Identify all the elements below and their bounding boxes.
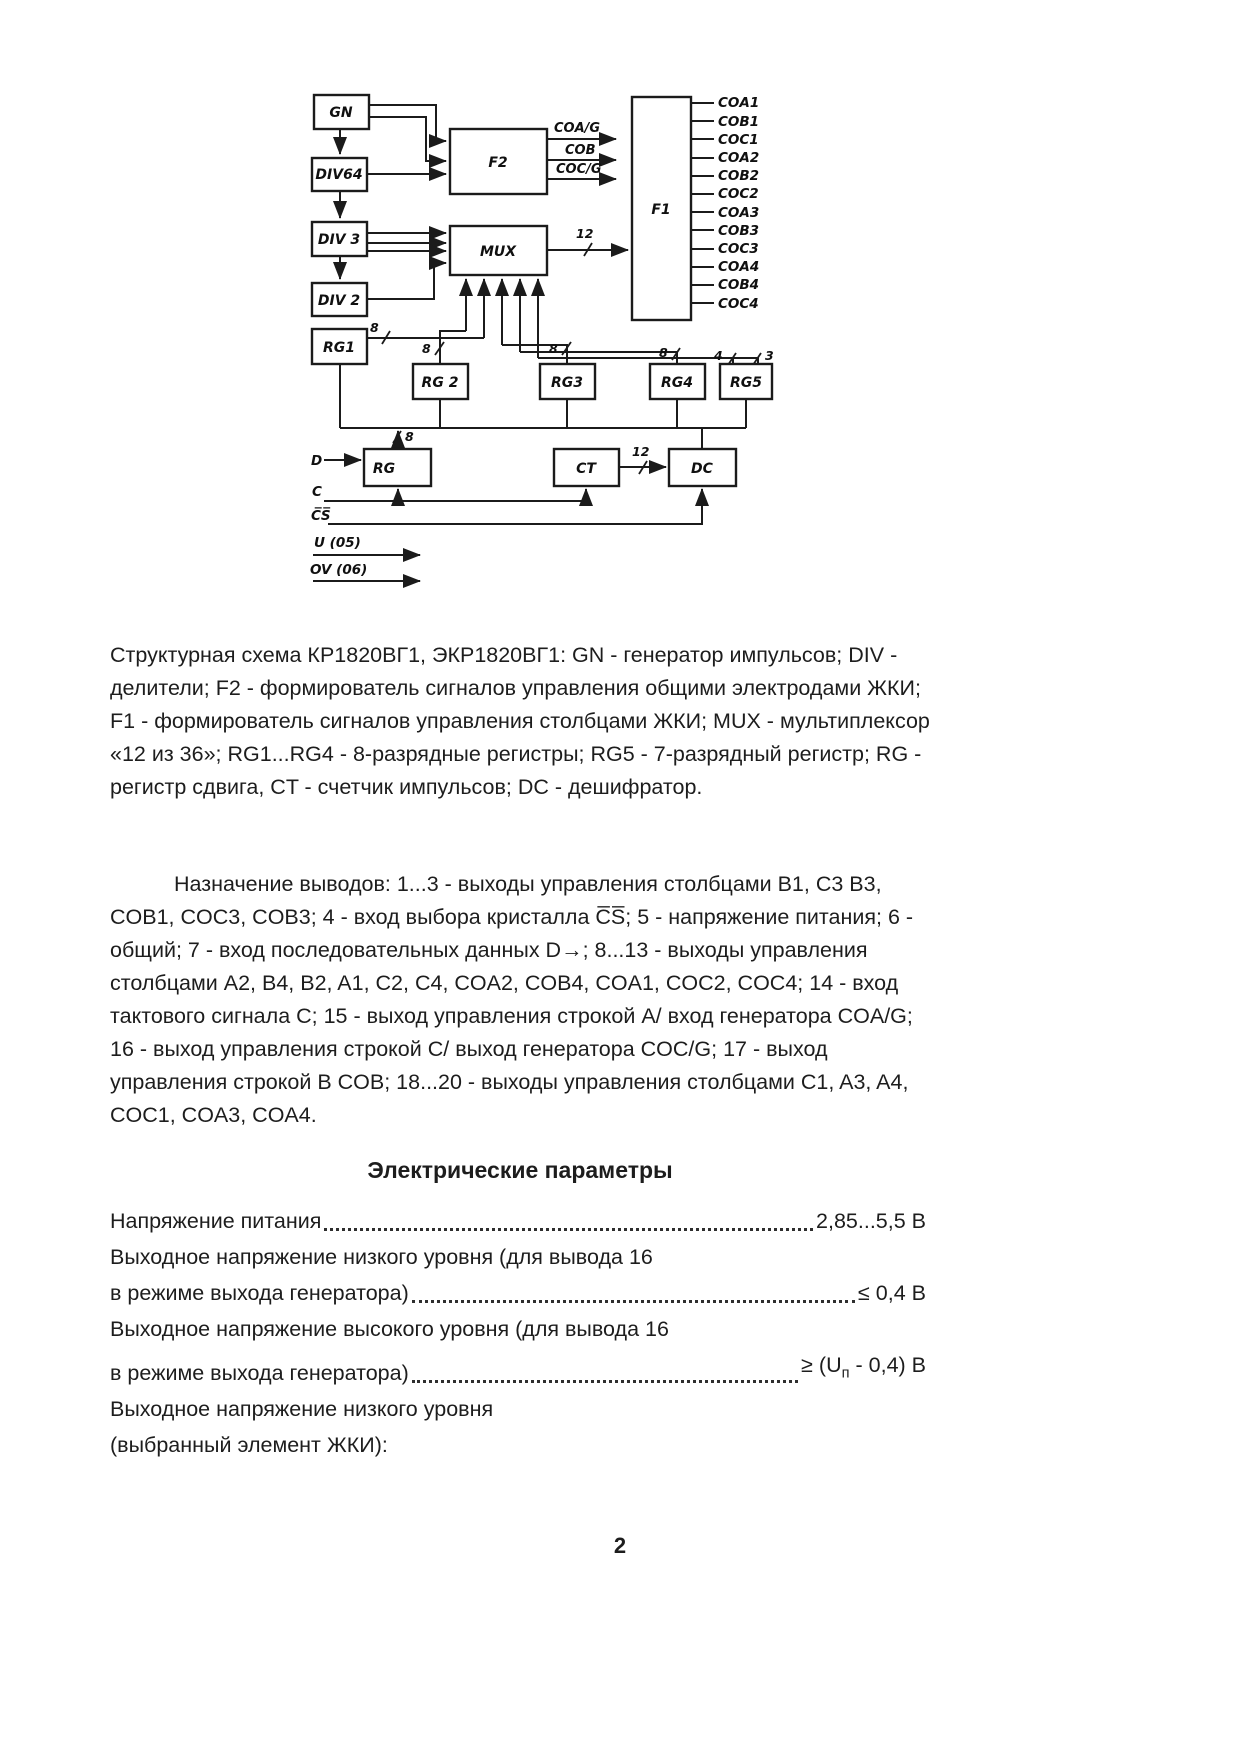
parameters-list	[110, 1206, 926, 1466]
input-label-cs: C̅S̅	[311, 508, 331, 524]
block-div2-label: DIV 2	[317, 293, 361, 309]
output-label-coc3: COC3	[718, 241, 759, 257]
param-row	[110, 1350, 926, 1390]
block-div64-label: DIV64	[315, 167, 363, 183]
output-label-coa3: COA3	[718, 205, 760, 221]
block-rg2-label: RG 2	[421, 375, 459, 391]
param-row	[110, 1394, 926, 1426]
input-label-d: D	[311, 453, 323, 469]
block-rg1-label: RG1	[322, 340, 356, 356]
output-label-coa4: COA4	[718, 259, 760, 275]
block-ct-label: CT	[576, 461, 596, 477]
bus-width-rg5-a: 4	[714, 348, 723, 363]
input-label-u05: U (05)	[314, 535, 361, 551]
param-leader	[412, 1380, 798, 1383]
param-leader	[412, 1300, 855, 1303]
output-label-cob1: COB1	[718, 114, 760, 130]
param-value-part: - 0,4) В	[849, 1353, 926, 1377]
output-label-coa1: COA1	[718, 95, 760, 111]
param-label: (выбранный элемент ЖКИ):	[110, 1433, 388, 1458]
param-row	[110, 1314, 926, 1346]
bus-width-mux-f1: 12	[576, 226, 594, 241]
bus-width-rg2: 8	[422, 341, 431, 356]
signal-label-cob: COB	[565, 143, 596, 158]
bus-width-rg3: 8	[549, 341, 558, 356]
figure-caption: Структурная схема КР1820ВГ1, ЭКР1820ВГ1: GN - генератор импульсов; DIV - делители; F2 - формирователь сигналов управления общими электродами ЖКИ; F1 - формирователь сигналов управления столбцами ЖКИ; MUX - мультиплексор «12 из 36»; RG1...RG4 - 8-разрядные регистры; RG5 - 7-разрядный регистр; RG - регистр сдвига, CT - счетчик импульсов; DC - дешифратор.	[110, 642, 930, 799]
signal-label-coc-g: COC/G	[556, 162, 602, 177]
param-row	[110, 1278, 926, 1310]
pin-description: Назначение выводов: 1...3 - выходы управления столбцами B1, C3 B3, COB1, COC3, COB3; 4 - вход выбора кристалла C̅S̅; 5 - напряжение питания; 6 - общий; 7 - вход последовательных данных D→; 8...13 - выходы управления столбцами A2, B4, B2, A1, C2, C4, COA2, COB4, COA1, COC2, COC4; 14 - вход тактового сигнала C; 15 - выход управления строкой A/ вход генератора COA/G; 16 - выход управления строкой C/ выход генератора COC/G; 17 - выход управления строкой B COB; 18...20 - выходы управления столбцами C1, A3, A4, COC1, COA3, COA4.	[110, 871, 914, 1127]
block-f1-label: F1	[651, 202, 671, 218]
param-row	[110, 1242, 926, 1274]
output-label-coa2: COA2	[718, 150, 760, 166]
block-diagram-svg	[308, 83, 792, 599]
input-label-c: C	[312, 484, 322, 500]
output-label-coc1: COC1	[718, 132, 759, 148]
param-value	[801, 1350, 926, 1390]
param-label: Выходное напряжение низкого уровня (для вывода 16	[110, 1245, 653, 1269]
block-rg3-label: RG3	[550, 375, 584, 391]
param-row	[110, 1206, 926, 1238]
input-label-ov06: OV (06)	[310, 562, 368, 578]
bus-width-rg4: 8	[659, 345, 668, 360]
block-diagram	[308, 83, 792, 599]
param-value: 2,85...5,5 В	[816, 1209, 926, 1233]
output-label-coc4: COC4	[718, 296, 759, 312]
param-leader	[324, 1228, 813, 1231]
signal-label-coa-g: COA/G	[554, 121, 601, 136]
block-rg-shift-label: RG	[372, 461, 396, 477]
block-dc-label: DC	[691, 461, 713, 477]
param-label: Напряжение питания	[110, 1209, 322, 1233]
page-number: 2	[613, 1533, 627, 1558]
param-value-part: ≥ (U	[801, 1353, 842, 1377]
bus-width-rg1: 8	[370, 320, 379, 335]
param-value-subscript: п	[841, 1365, 850, 1382]
block-rg5-label: RG5	[729, 375, 763, 391]
output-label-cob2: COB2	[718, 168, 760, 184]
output-label-coc2: COC2	[718, 186, 759, 202]
bus-width-rg5-b: 3	[765, 348, 774, 363]
param-value: ≤ 0,4 В	[858, 1281, 926, 1305]
param-label: Выходное напряжение высокого уровня (для вывода 16	[110, 1317, 669, 1341]
param-row	[110, 1430, 926, 1462]
block-gn-label: GN	[329, 105, 353, 121]
output-label-cob3: COB3	[718, 223, 760, 239]
block-div3-label: DIV 3	[317, 232, 361, 248]
block-rg4-label: RG4	[660, 375, 694, 391]
param-label: в режиме выхода генератора)	[110, 1281, 409, 1305]
block-f2-label: F2	[488, 155, 508, 171]
param-label: Выходное напряжение низкого уровня	[110, 1397, 494, 1422]
bus-width-rg-shift: 8	[405, 429, 414, 444]
output-label-cob4: COB4	[718, 277, 760, 293]
param-label: в режиме выхода генератора)	[110, 1361, 409, 1386]
bus-width-ct-dc: 12	[632, 444, 650, 459]
block-mux-label: MUX	[479, 244, 517, 260]
section-heading: Электрические параметры	[367, 1157, 673, 1184]
